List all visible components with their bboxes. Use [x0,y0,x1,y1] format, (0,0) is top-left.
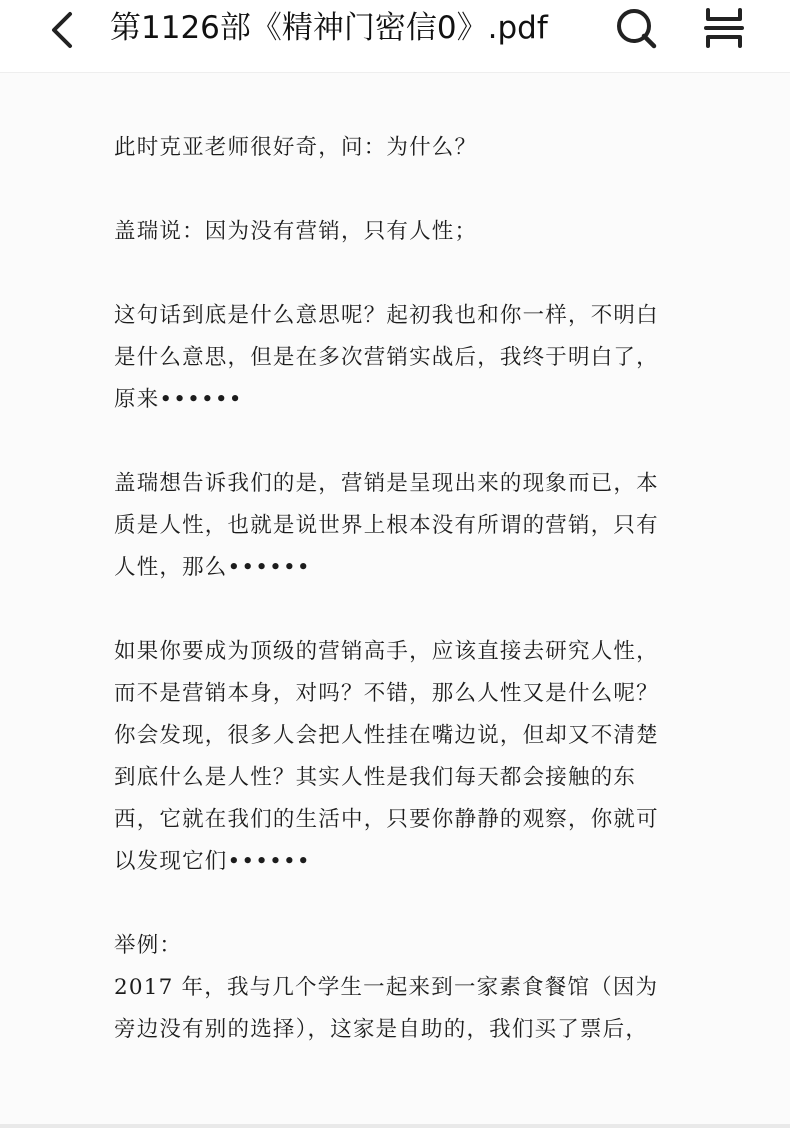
pdf-page[interactable] [0,73,790,1128]
search-icon [612,4,660,52]
page-bottom-edge [0,1124,790,1128]
paragraph: 举例： [114,933,183,958]
top-bar [0,0,790,73]
paragraph: 盖瑞说：因为没有营销，只有人性； [114,219,478,244]
expand-icon [700,4,748,52]
document-title: 第1126部《精神门密信0》.pdf [110,10,548,46]
paragraph: 2017 年，我与几个学生一起来到一家素食餐馆（因为旁边没有别的选择），这家是自助的，我们买了票后， [114,975,659,1042]
search-button[interactable] [612,4,660,52]
paragraph: 盖瑞想告诉我们的是，营销是呈现出来的现象而已，本质是人性，也就是说世界上根本没有所谓的营销，只有人性，那么•••••• [114,471,659,580]
back-button[interactable] [40,6,88,54]
chevron-left-icon [40,6,88,54]
paragraph: 此时克亚老师很好奇，问：为什么？ [114,135,478,160]
page-text [114,127,680,1051]
expand-button[interactable] [700,4,748,52]
paragraph: 如果你要成为顶级的营销高手，应该直接去研究人性，而不是营销本身，对吗？不错，那么人性又是什么呢？你会发现，很多人会把人性挂在嘴边说，但却又不清楚到底什么是人性？其实人性是我们每天都会接触的东西，它就在我们的生活中，只要你静静的观察，你就可以发现它们•••••• [114,639,659,874]
paragraph: 这句话到底是什么意思呢？起初我也和你一样，不明白是什么意思，但是在多次营销实战后，我终于明白了，原来•••••• [114,303,659,412]
